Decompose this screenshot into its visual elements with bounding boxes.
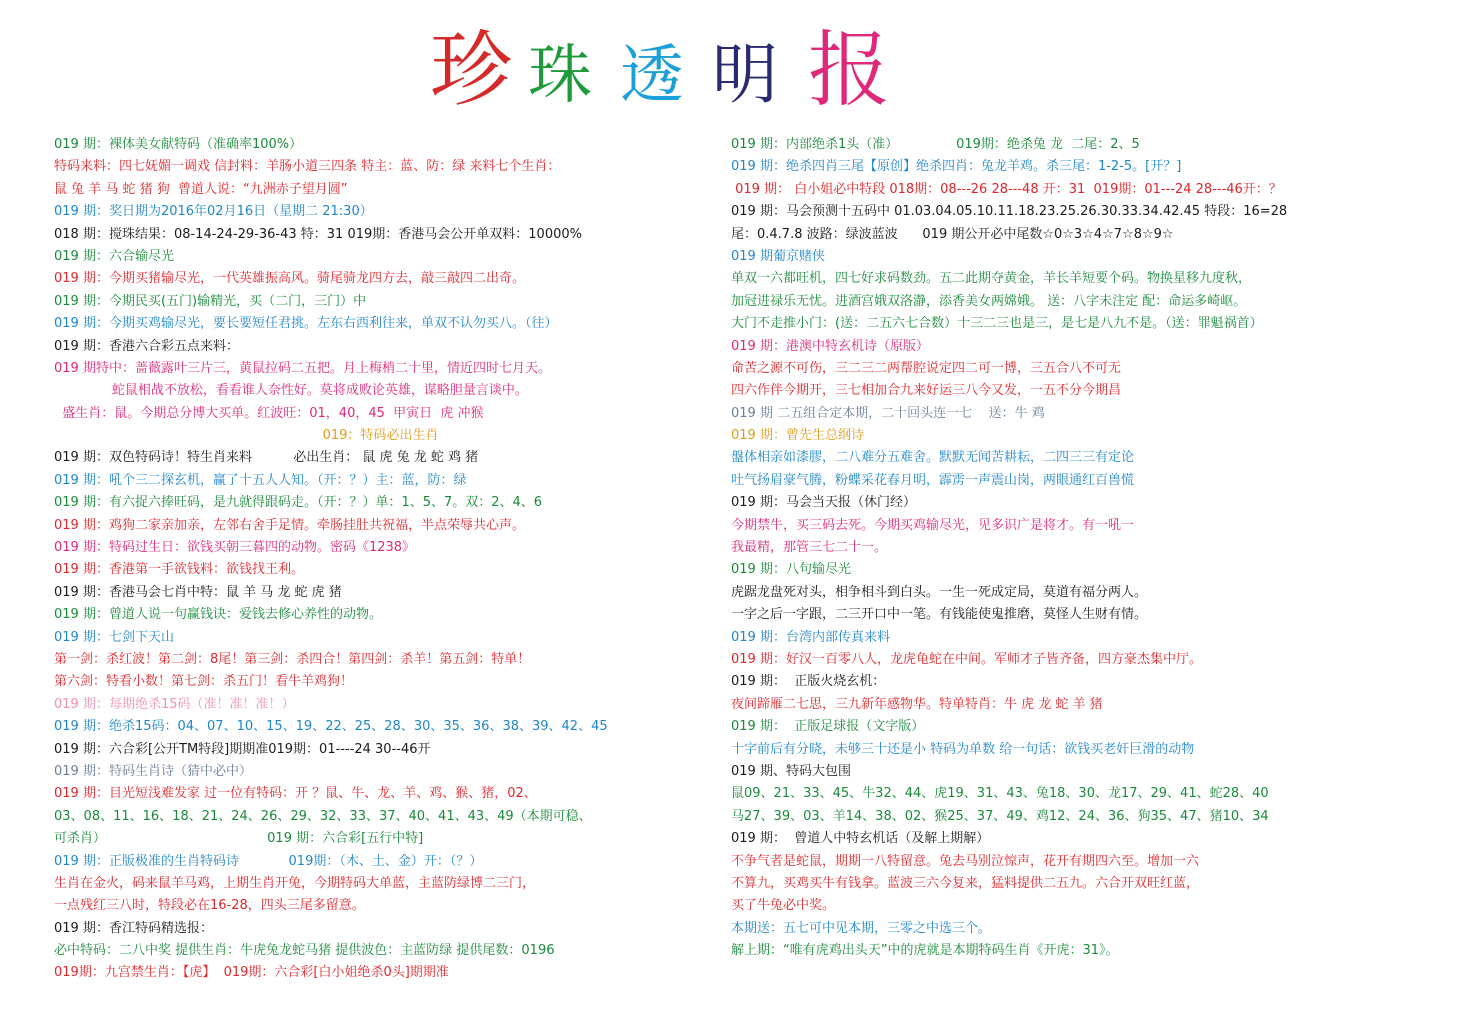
- right-column-line: 盤体相亲如漆膠，二八难分五难舍。默默无闻苦耕耘，二四三三有定论: [731, 450, 1135, 466]
- left-column-line: 019 期：绝杀15码：04、07、10、15、19、22、25、28、30、35、36、38、39、42、45: [54, 719, 608, 735]
- right-column-line: 我最精，那管三七二十一。: [731, 540, 888, 556]
- right-column-line: 解上期：“唯有虎鸡出头天”中的虎就是本期特码生肖《开虎：31》。: [731, 943, 1119, 959]
- left-column-line: 019 期：香江特码精选报：: [54, 920, 213, 936]
- right-column-line: 019 期：八句输尽光: [731, 562, 851, 578]
- title-char: 珠: [528, 39, 592, 113]
- title-char: 珍: [430, 23, 513, 118]
- right-column-line: 大门不走推小门：(送：二五六七合数）十三二三也是三，是七是八九不是。（送：罪魁祸首）: [731, 316, 1263, 332]
- left-column-line: 019 期：鸡狗二家亲加亲，左邻右舍手足情。牵肠挂肚共祝福，半点荣辱共心声。: [54, 517, 525, 533]
- right-column-line: 019 期：好汉一百零八人，龙虎龟蛇在中间。军师才子皆齐备，四方豪杰集中厅。: [731, 651, 1202, 667]
- right-column-line: 019 期：绝杀四肖三尾【原创】绝杀四肖：兔龙羊鸡。杀三尾：1-2-5。[开？]: [731, 159, 1182, 175]
- right-column-line: 019 期： 正版火烧玄机：: [731, 674, 886, 690]
- newspaper-title: [420, 23, 1060, 120]
- title-char: 明: [712, 36, 778, 113]
- left-column-line: 019 期：奖日期为2016年02月16日（星期二 21:30）: [54, 204, 373, 220]
- right-column-line: 本期送：五七可中见本期，三零之中选三个。: [731, 920, 992, 936]
- right-column-line: 019 期： 白小姐必中特段 018期：08---26 28---48 开：31 019期：01---24 28---46开：？: [731, 181, 1282, 197]
- left-column-line: 一点残红三八时，特段必在16-28，四头三尾多留意。: [54, 898, 365, 914]
- left-column-line: 019 期：香港第一手欲钱料：欲钱找王利。: [54, 562, 304, 578]
- right-column-line: 019 期： 正版足球报（文字版）: [731, 719, 925, 735]
- left-column-line: 生肖在金火，码来鼠羊马鸡，上期生肖开兔，今期特码大单蓝，主蓝防绿博二三门，: [54, 875, 536, 891]
- left-column-line: 特码来料：四七妩媚一调戏 信封料：羊肠小道三四条 特主：蓝、防：绿 来料七个生肖：: [54, 159, 561, 175]
- right-column-line: 019 期葡京赌侠: [731, 248, 825, 264]
- left-column-line: 019 期：双色特码诗！特生肖来料 必出生肖： 鼠 虎 兔 龙 蛇 鸡 猪: [54, 450, 479, 466]
- left-column-line: 第六剑：特看小数！第七剑：杀五门！看牛羊鸡狗！: [54, 674, 354, 690]
- left-column-line: 019 期：香港马会七肖中特：鼠 羊 马 龙 蛇 虎 猪: [54, 584, 342, 600]
- right-column-line: 尾：0.4.7.8 波路：绿波蓝波 019 期公开必中尾数☆0☆3☆4☆7☆8☆9☆: [731, 226, 1174, 242]
- right-column-line: 一字之后一字跟，二三开口中一笔。有钱能使鬼推磨，莫怪人生财有情。: [731, 607, 1148, 623]
- right-column-line: 今期禁牛，买三码去死。今期买鸡输尽光，见多识广是将才。有一吼一: [731, 517, 1135, 533]
- right-column-line: 019 期：马会预测十五码中 01.03.04.05.10.11.18.23.25.26.30.33.34.42.45 特段：16=28: [731, 204, 1288, 220]
- left-column-line: 019 期：特码生肖诗（猜中必中）: [54, 763, 252, 779]
- left-column-line: 019 期：六合彩[公开TM特段]期期准019期：01----24 30--46开: [54, 741, 431, 757]
- right-column-line: 单双一六都旺机，四七好求码数劲。五二此期夺黄金，羊长羊短要个码。物换星移九度秋，: [731, 271, 1252, 287]
- left-column-line: 可杀肖） 019 期：六合彩[五行中特]: [54, 831, 424, 847]
- right-column-line: 十字前后有分晓，未够三十还是小 特码为单数 给一句话：欲钱买老奸巨滑的动物: [731, 741, 1195, 757]
- right-column-line: 019 期：曾先生总纲诗: [731, 428, 864, 444]
- left-column-line: 019 期特中：蔷薇露叶三片三，黄鼠拉码二五把。月上梅梢二十里，情近四时七月天。: [54, 360, 551, 376]
- left-column-line: 019 期：特码过生日：欲钱买朝三暮四的动物。密码《1238》: [54, 540, 416, 556]
- left-column-line: 必中特码：二八中奖 提供生肖：牛虎兔龙蛇马猪 提供波色：主蓝防绿 提供尾数：0196: [54, 943, 555, 959]
- left-column-line: 019 期：六合输尽光: [54, 248, 174, 264]
- left-column-line: 019 期：吼个三二探玄机，赢了十五人人知。（开：？）主：蓝，防：绿: [54, 472, 467, 488]
- title-char: 报: [808, 23, 891, 118]
- right-column-line: 夜间蹄雁二七思，三九新年感物华。特单特肖：牛 虎 龙 蛇 羊 猪: [731, 696, 1103, 712]
- left-column-line: 鼠 兔 羊 马 蛇 猪 狗 曾道人说：“九洲赤子望月圆”: [54, 181, 348, 197]
- right-column-line: 不算九，买鸡买牛有钱拿。蓝波三六今复来，猛料提供二五九。六合开双旺红蓝，: [731, 875, 1200, 891]
- left-column-line: 第一剑：杀红波！第二剑：8尾！第三剑：杀四合！第四剑：杀羊！第五剑：特单！: [54, 651, 531, 667]
- right-column-line: 买了牛兔必中奖。: [731, 898, 836, 914]
- left-column-line: 019 期：每期绝杀15码（准！准！准！）: [54, 696, 295, 712]
- right-column-line: 鼠09、21、33、45、牛32、44、虎19、31、43、兔18、30、龙17、29、41、蛇28、40: [731, 786, 1269, 802]
- left-column-line: 019期：九宫禁生肖：【虎】 019期：六合彩[白小姐绝杀0头]期期准: [54, 965, 449, 981]
- right-column-line: 019 期、特码大包围: [731, 763, 851, 779]
- left-column-line: 019 期：香港六合彩五点来料：: [54, 338, 239, 354]
- left-column-line: 019 期：曾道人说一句赢钱诀：爱钱去修心养性的动物。: [54, 607, 382, 623]
- right-column-line: 019 期：马会当天报（休门经）: [731, 495, 916, 511]
- title-char: 透: [620, 39, 684, 113]
- right-column-line: 四六作伴今期开，三七相加合九来好运三八今又发，一五不分今期昌: [731, 383, 1122, 399]
- right-column-line: 019 期：港澳中特玄机诗（原版）: [731, 338, 929, 354]
- left-column-line: 019 期：裸体美女献特码（准确率100%）: [54, 137, 303, 152]
- left-column-line: 018 期：搅珠结果：08-14-24-29-36-43 特：31 019期：香港马会公开单双料：10000%: [54, 226, 582, 242]
- left-column: [54, 134, 704, 985]
- left-column-line: 019 期：有六捉六捧旺码，是九就得跟码走。（开：？）单：1、5、7。双：2、4、6: [54, 495, 543, 511]
- right-column-line: 019 期： 曾道人中特玄机话（及解上期解）: [731, 831, 990, 847]
- left-column-line: 蛇鼠相战不放松，看看谁人奈性好。莫将成败论英雄，谋略胆量言谈中。: [54, 383, 528, 399]
- right-column-line: 吐气扬眉豪气腾，粉蝶采花春月明，霹雳一声震山岗，两眼通红百兽慌: [731, 472, 1135, 488]
- left-column-line: 盛生肖：鼠。今期总分博大买单。红波旺：01，40，45 甲寅日 虎 冲猴: [54, 405, 484, 421]
- right-column-line: 019 期 二五组合定本期，二十回头连一七 送：牛 鸡: [731, 405, 1045, 421]
- right-column-line: 不争气者是蛇鼠，期期一八特留意。兔去马别泣惊声，花开有期四六至。增加一六: [731, 853, 1200, 869]
- left-column-line: 019 期：目光短浅难发家 过一位有特码：开 ？鼠、牛、龙、羊、鸡、猴、猪，02、: [54, 786, 537, 802]
- right-column-line: 命苦之源不可伤，三二三二两帮腔说定四二可一博，三五合八不可无: [731, 360, 1122, 376]
- left-column-line: 019 期：七剑下天山: [54, 629, 174, 645]
- right-column: [731, 134, 1431, 962]
- right-column-line: 虎踞龙盘死对头，相争相斗到白头。一生一死成定局，莫道有福分两人。: [731, 584, 1148, 600]
- left-column-line: 019 期：今期民买(五门)输精光，买（二门，三门）中: [54, 293, 367, 309]
- left-column-line: 019：特码必出生肖: [54, 428, 439, 444]
- right-column-line: 019 期：内部绝杀1头（准） 019期：绝杀兔 龙 二尾：2、5: [731, 137, 1140, 152]
- left-column-line: 019 期：今期买猪输尽光，一代英雄振高风。骑尾骑龙四方去，敲三敲四二出奇。: [54, 271, 525, 287]
- left-column-line: 03、08、11、16、18、21、24、26、29、32、33、37、40、41、43、49（本期可稳、: [54, 808, 592, 824]
- left-column-line: 019 期：正版极准的生肖特码诗 019期：（木、土、金）开：（？）: [54, 853, 483, 869]
- right-column-line: 019 期：台湾内部传真来料: [731, 629, 890, 645]
- right-column-line: 马27、39、03、羊14、38、02、猴25、37、49、鸡12、24、36、狗35、47、猪10、34: [731, 808, 1269, 824]
- left-column-line: 019 期：今期买鸡输尽光，要长要短任君挑。左东右西利往来，单双不认勿买八。（往）: [54, 316, 558, 332]
- right-column-line: 加冠进禄乐无忧。进酒宫娥双洛瀞，添香美女两嫦娥。 送：八字未注定 配：命运多崎岖。: [731, 293, 1247, 309]
